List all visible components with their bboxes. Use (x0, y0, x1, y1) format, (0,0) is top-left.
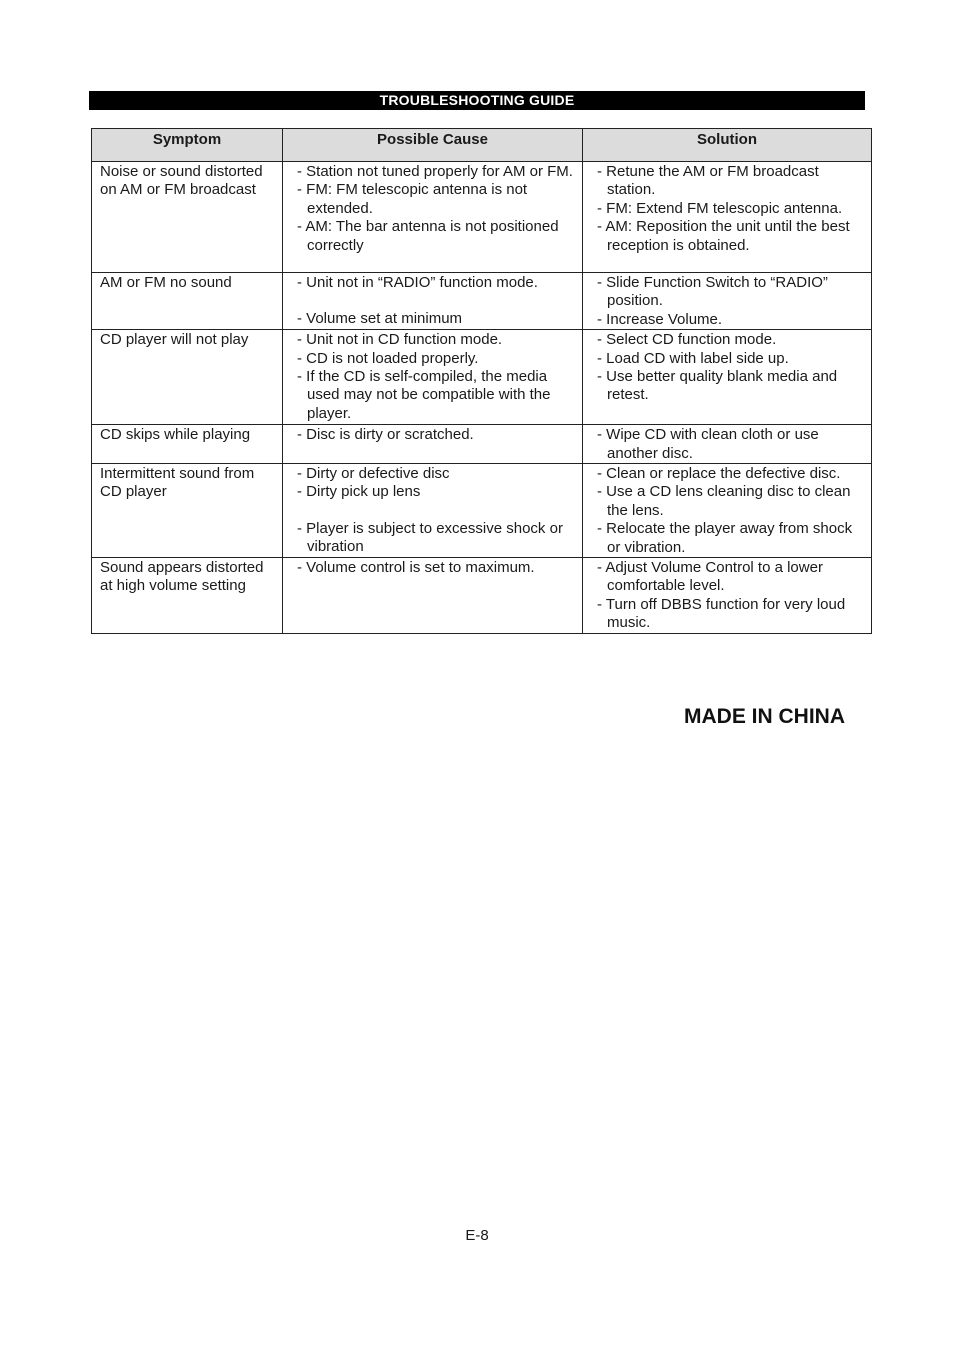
cause-cell (283, 425, 583, 464)
cause-list (291, 331, 574, 423)
solution-item: - Slide Function Switch to “RADIO” position. (597, 274, 828, 310)
solution-list (591, 426, 863, 463)
solution-item: - Increase Volume. (597, 310, 723, 328)
header-symptom: Symptom (92, 129, 283, 162)
solution-item: - Clean or replace the defective disc. (597, 465, 841, 483)
solution-cell (583, 273, 872, 330)
cause-item: - Dirty pick up lens (297, 483, 421, 501)
symptom-cell: CD player will not play (92, 330, 283, 425)
table-header-row (92, 129, 872, 162)
solution-cell (583, 425, 872, 464)
cause-item: - Disc is dirty or scratched. (297, 426, 474, 444)
cause-cell (283, 464, 583, 558)
solution-item: - Turn off DBBS function for very loud music. (597, 595, 846, 632)
cause-item: - FM: FM telescopic antenna is not extended. (297, 181, 528, 217)
cause-list (291, 465, 574, 557)
cause-item: - Player is subject to excessive shock or vibration (297, 519, 563, 556)
cause-item: - CD is not loaded properly. (297, 349, 479, 367)
solution-item: - Select CD function mode. (597, 331, 777, 349)
cause-item: - AM: The bar antenna is not positioned correctly (297, 218, 559, 254)
solution-list (591, 559, 863, 633)
table-row (92, 425, 872, 464)
table-row (92, 558, 872, 634)
cause-item: - Unit not in “RADIO” function mode. (297, 274, 538, 291)
symptom-cell: Noise or sound distorted on AM or FM broadcast (92, 162, 283, 273)
solution-cell (583, 162, 872, 273)
troubleshooting-guide-title: TROUBLESHOOTING GUIDE (89, 91, 865, 110)
cause-item: - Station not tuned properly for AM or FM. (297, 163, 573, 180)
cause-item: - Volume control is set to maximum. (297, 559, 535, 577)
table-row (92, 464, 872, 558)
symptom-cell: Sound appears distorted at high volume setting (92, 558, 283, 634)
solution-cell (583, 464, 872, 558)
solution-item: - Adjust Volume Control to a lower comfortable level. (597, 559, 823, 595)
solution-cell (583, 330, 872, 425)
solution-cell (583, 558, 872, 634)
solution-item: - Retune the AM or FM broadcast station. (597, 163, 819, 199)
troubleshooting-table (91, 128, 872, 634)
cause-cell (283, 558, 583, 634)
cause-item: - Unit not in CD function mode. (297, 331, 503, 349)
solution-list (591, 465, 863, 557)
table-row (92, 330, 872, 425)
cause-item: - Dirty or defective disc (297, 465, 450, 483)
cause-list (291, 274, 574, 329)
solution-item: - Load CD with label side up. (597, 349, 789, 367)
solution-item: - Relocate the player away from shock or vibration. (597, 520, 853, 556)
header-solution: Solution (583, 129, 872, 162)
solution-list (591, 274, 863, 329)
cause-list (291, 426, 574, 444)
solution-item: - Use better quality blank media and retest. (597, 368, 838, 404)
cause-cell (283, 273, 583, 330)
cause-list (291, 163, 574, 255)
cause-cell (283, 162, 583, 273)
cause-cell (283, 330, 583, 425)
table-row (92, 162, 872, 273)
symptom-cell: Intermittent sound from CD player (92, 464, 283, 558)
cause-item: - If the CD is self-compiled, the media used may not be compatible with the player. (297, 368, 551, 422)
solution-item: - FM: Extend FM telescopic antenna. (597, 199, 843, 217)
header-possible-cause: Possible Cause (283, 129, 583, 162)
symptom-cell: AM or FM no sound (92, 273, 283, 330)
solution-item: - Use a CD lens cleaning disc to clean the lens. (597, 483, 851, 519)
symptom-cell: CD skips while playing (92, 425, 283, 464)
solution-item: - AM: Reposition the unit until the best reception is obtained. (597, 218, 850, 254)
solution-list (591, 331, 863, 405)
solution-item: - Wipe CD with clean cloth or use another disc. (597, 426, 819, 462)
cause-item: - Volume set at minimum (297, 310, 463, 328)
cause-list (291, 559, 574, 577)
solution-list (591, 163, 863, 255)
table-row (92, 273, 872, 330)
made-in-china-label: MADE IN CHINA (684, 705, 845, 728)
page-number: E-8 (465, 1227, 489, 1244)
